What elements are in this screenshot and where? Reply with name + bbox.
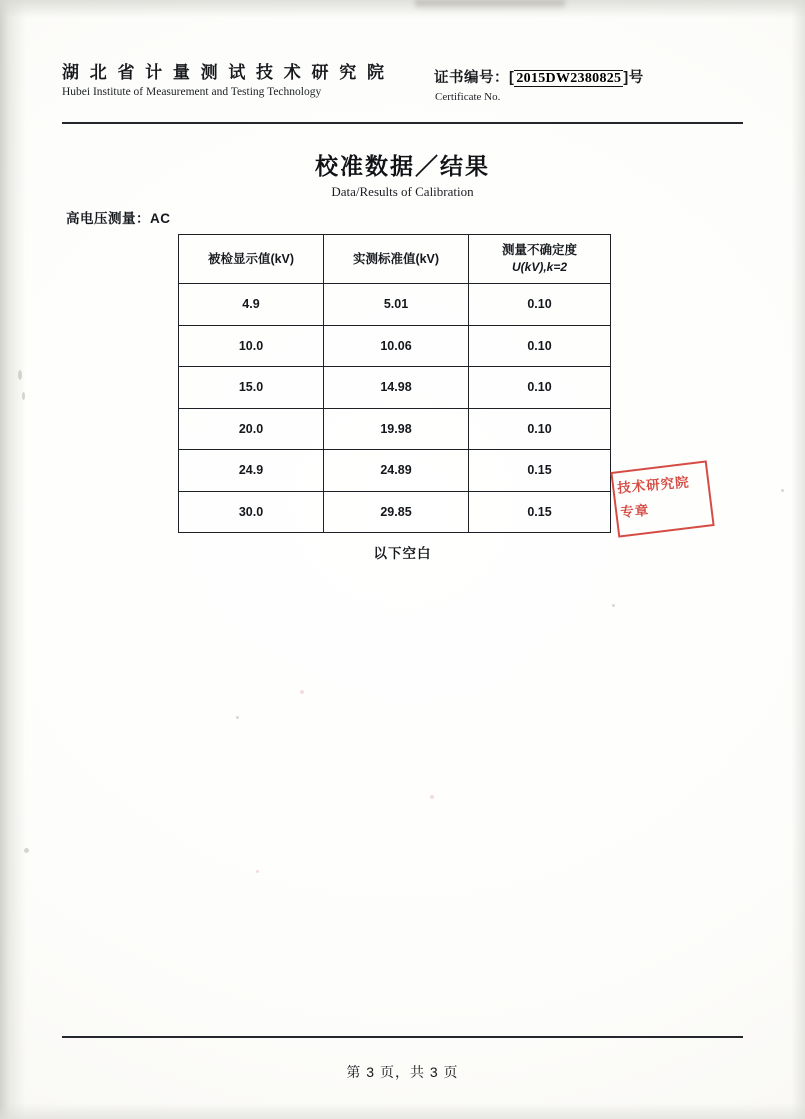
cell-uncertainty: 0.15 [469,450,611,492]
institute-name-en: Hubei Institute of Measurement and Testing Technology [62,86,322,98]
cell-measured: 29.85 [324,491,469,533]
cell-uncertainty: 0.15 [469,491,611,533]
certificate-number: 2015DW2380825 [516,71,622,86]
document-header [62,58,743,104]
blank-below-note: 以下空白 [373,546,432,561]
measurement-subject: 高电压测量：AC [66,211,171,226]
certificate-suffix-cn: 号 [628,70,644,86]
table-row [179,491,611,533]
certificate-label-cn: 证书编号： [434,70,509,86]
column-header-indicated: 被检显示值(kV) [179,235,324,284]
certificate-label-en: Certificate No. [435,91,501,103]
cell-indicated: 15.0 [179,367,324,409]
cell-measured: 14.98 [324,367,469,409]
scan-edge-shadow-top [0,0,805,18]
cell-measured: 24.89 [324,450,469,492]
stamp-text-line-2: 专章 [619,502,650,520]
scan-speck [24,848,29,853]
table-row [179,284,611,326]
table-row [179,367,611,409]
scan-edge-shadow-bottom [0,1103,805,1119]
scan-speck [300,690,304,694]
column-header-uncertainty [469,235,611,284]
column-header-uncertainty-line2: U(kV),k=2 [511,260,568,275]
scan-speck [430,795,434,799]
calibration-data-table [178,234,611,533]
scan-speck [256,870,259,873]
institute-name-cn: 湖 北 省 计 量 测 试 技 术 研 究 院 [62,63,387,82]
scan-artifact-top [415,0,565,10]
table-header-row [179,235,611,284]
column-header-measured: 实测标准值(kV) [324,235,469,284]
page-number-footer: 第 3 页，共 3 页 [346,1064,459,1080]
cell-uncertainty: 0.10 [469,284,611,326]
scan-speck [18,370,22,380]
cell-uncertainty: 0.10 [469,408,611,450]
table-body [179,284,611,533]
cell-uncertainty: 0.10 [469,367,611,409]
page-title-en: Data/Results of Calibration [331,184,474,199]
cell-indicated: 30.0 [179,491,324,533]
cell-uncertainty: 0.10 [469,325,611,367]
header-divider [62,122,743,124]
table-row [179,450,611,492]
cell-indicated: 24.9 [179,450,324,492]
page-title-cn: 校准数据／结果 [315,153,490,179]
footer-divider [62,1036,743,1038]
scan-speck [612,604,615,607]
cell-measured: 10.06 [324,325,469,367]
cell-measured: 19.98 [324,408,469,450]
cell-measured: 5.01 [324,284,469,326]
table-row [179,408,611,450]
scan-speck [22,392,25,400]
scan-speck [781,489,784,492]
official-red-stamp [610,460,714,537]
column-header-uncertainty-line1: 测量不确定度 [501,243,577,258]
certificate-number-block: 证书编号：[ 2015DW2380825 ]号 Certificate No. [434,70,644,103]
cell-indicated: 4.9 [179,284,324,326]
cell-indicated: 20.0 [179,408,324,450]
scan-speck [236,716,239,719]
table-row [179,325,611,367]
cell-indicated: 10.0 [179,325,324,367]
stamp-text-line-1: 技术研究院 [616,474,691,496]
